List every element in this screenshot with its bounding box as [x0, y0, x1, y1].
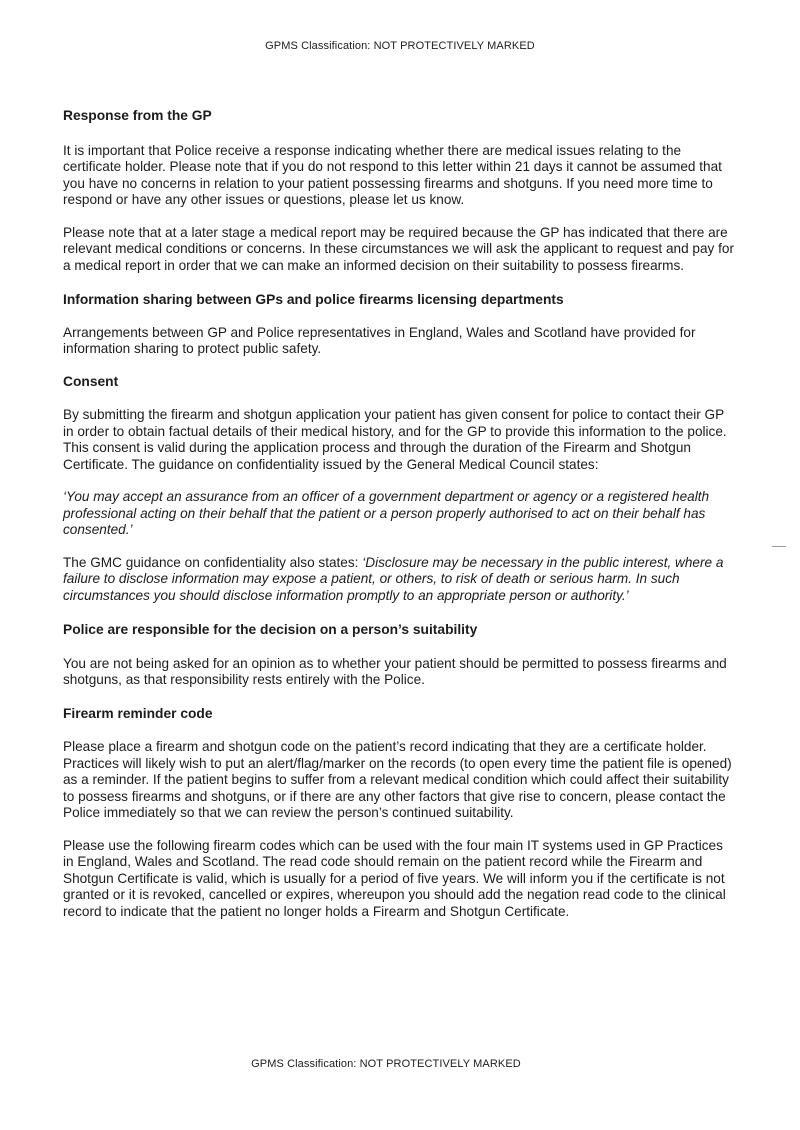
footer-classification-label: GPMS Classification:	[251, 1058, 357, 1070]
response-paragraph-1: It is important that Police receive a response indicating whether there are medical issues relating to the certificate holder. Please note that if you do not respond to this letter within 21 days it cannot be assumed that you have no concerns in relation to your patient possessing firearms and shotguns. If you need more time to respond or have any other issues or questions, please let us know.	[63, 142, 722, 207]
response-paragraph-2: Please note that at a later stage a medical report may be required because the GP has indicated that there are relevant medical conditions or concerns. In these circumstances we will ask the applicant to request and pay for a medical report in order that we can make an informed decision on their suitability to possess firearms.	[63, 224, 734, 273]
scan-speck	[772, 546, 786, 547]
heading-police-responsible: Police are responsible for the decision on a person’s suitability	[63, 622, 478, 637]
reminder-paragraph-2: Please use the following firearm codes which can be used with the four main IT systems used in GP Practices in England, Wales and Scotland. The read code should remain on the patient record while the Firearm and Shotgun Certificate is valid, which is usually for a period of five years. We will inform you if the certificate is not granted or it is revoked, cancelled or expires, whereupon you should add the negation read code to the clinical record to indicate that the patient no longer holds a Firearm and Shotgun Certificate.	[63, 837, 726, 919]
consent-paragraph-1: By submitting the firearm and shotgun application your patient has given consent for police to contact their GP in order to obtain factual details of their medical history, and for the GP to provide this information to the police. This consent is valid during the application process and through the duration of the Firearm and Shotgun Certificate. The guidance on confidentiality issued by the General Medical Council states:	[63, 407, 727, 472]
consent-paragraph-3	[63, 555, 735, 605]
heading-response-from-gp: Response from the GP	[63, 108, 212, 123]
letter-body	[63, 108, 735, 920]
reminder-paragraph-1: Please place a firearm and shotgun code on the patient’s record indicating that they are a certificate holder. Practices will likely wish to put an alert/flag/marker on the records (to open every time the patient file is opened) as a reminder. If the patient begins to suffer from a relevant medical condition which could affect their suitability to possess firearms and shotguns, or if there are any other factors that give rise to concern, please contact the Police immediately so that we can review the person’s continued suitability.	[63, 739, 732, 820]
consent-paragraph-3-quote: ‘Disclosure may be necessary in the public interest, where a failure to disclose information may expose a patient, or others, to risk of death or serious harm. In such circumstances you should disclose information promptly to an appropriate person or authority.’	[63, 554, 724, 603]
page-header	[0, 40, 800, 52]
responsibility-paragraph: You are not being asked for an opinion as to whether your patient should be permitted to possess firearms and shotguns, as that responsibility rests entirely with the Police.	[63, 655, 727, 687]
header-classification-value: NOT PROTECTIVELY MARKED	[373, 40, 535, 52]
info-sharing-paragraph: Arrangements between GP and Police representatives in England, Wales and Scotland have provided for information sharing to protect public safety.	[63, 324, 696, 356]
header-classification-label: GPMS Classification:	[265, 40, 371, 52]
heading-consent: Consent	[63, 373, 119, 389]
consent-paragraph-3-lead: The GMC guidance on confidentiality also states:	[63, 554, 363, 570]
heading-firearm-reminder-code: Firearm reminder code	[63, 705, 213, 721]
footer-classification-value: NOT PROTECTIVELY MARKED	[359, 1058, 521, 1070]
consent-quote: ‘You may accept an assurance from an officer of a government department or agency or a registered health professional acting on their behalf that the patient or a person properly authorised to act on their behalf has consented.’	[63, 489, 710, 537]
heading-information-sharing: Information sharing between GPs and police firearms licensing departments	[63, 292, 564, 307]
page-footer	[0, 1058, 786, 1070]
